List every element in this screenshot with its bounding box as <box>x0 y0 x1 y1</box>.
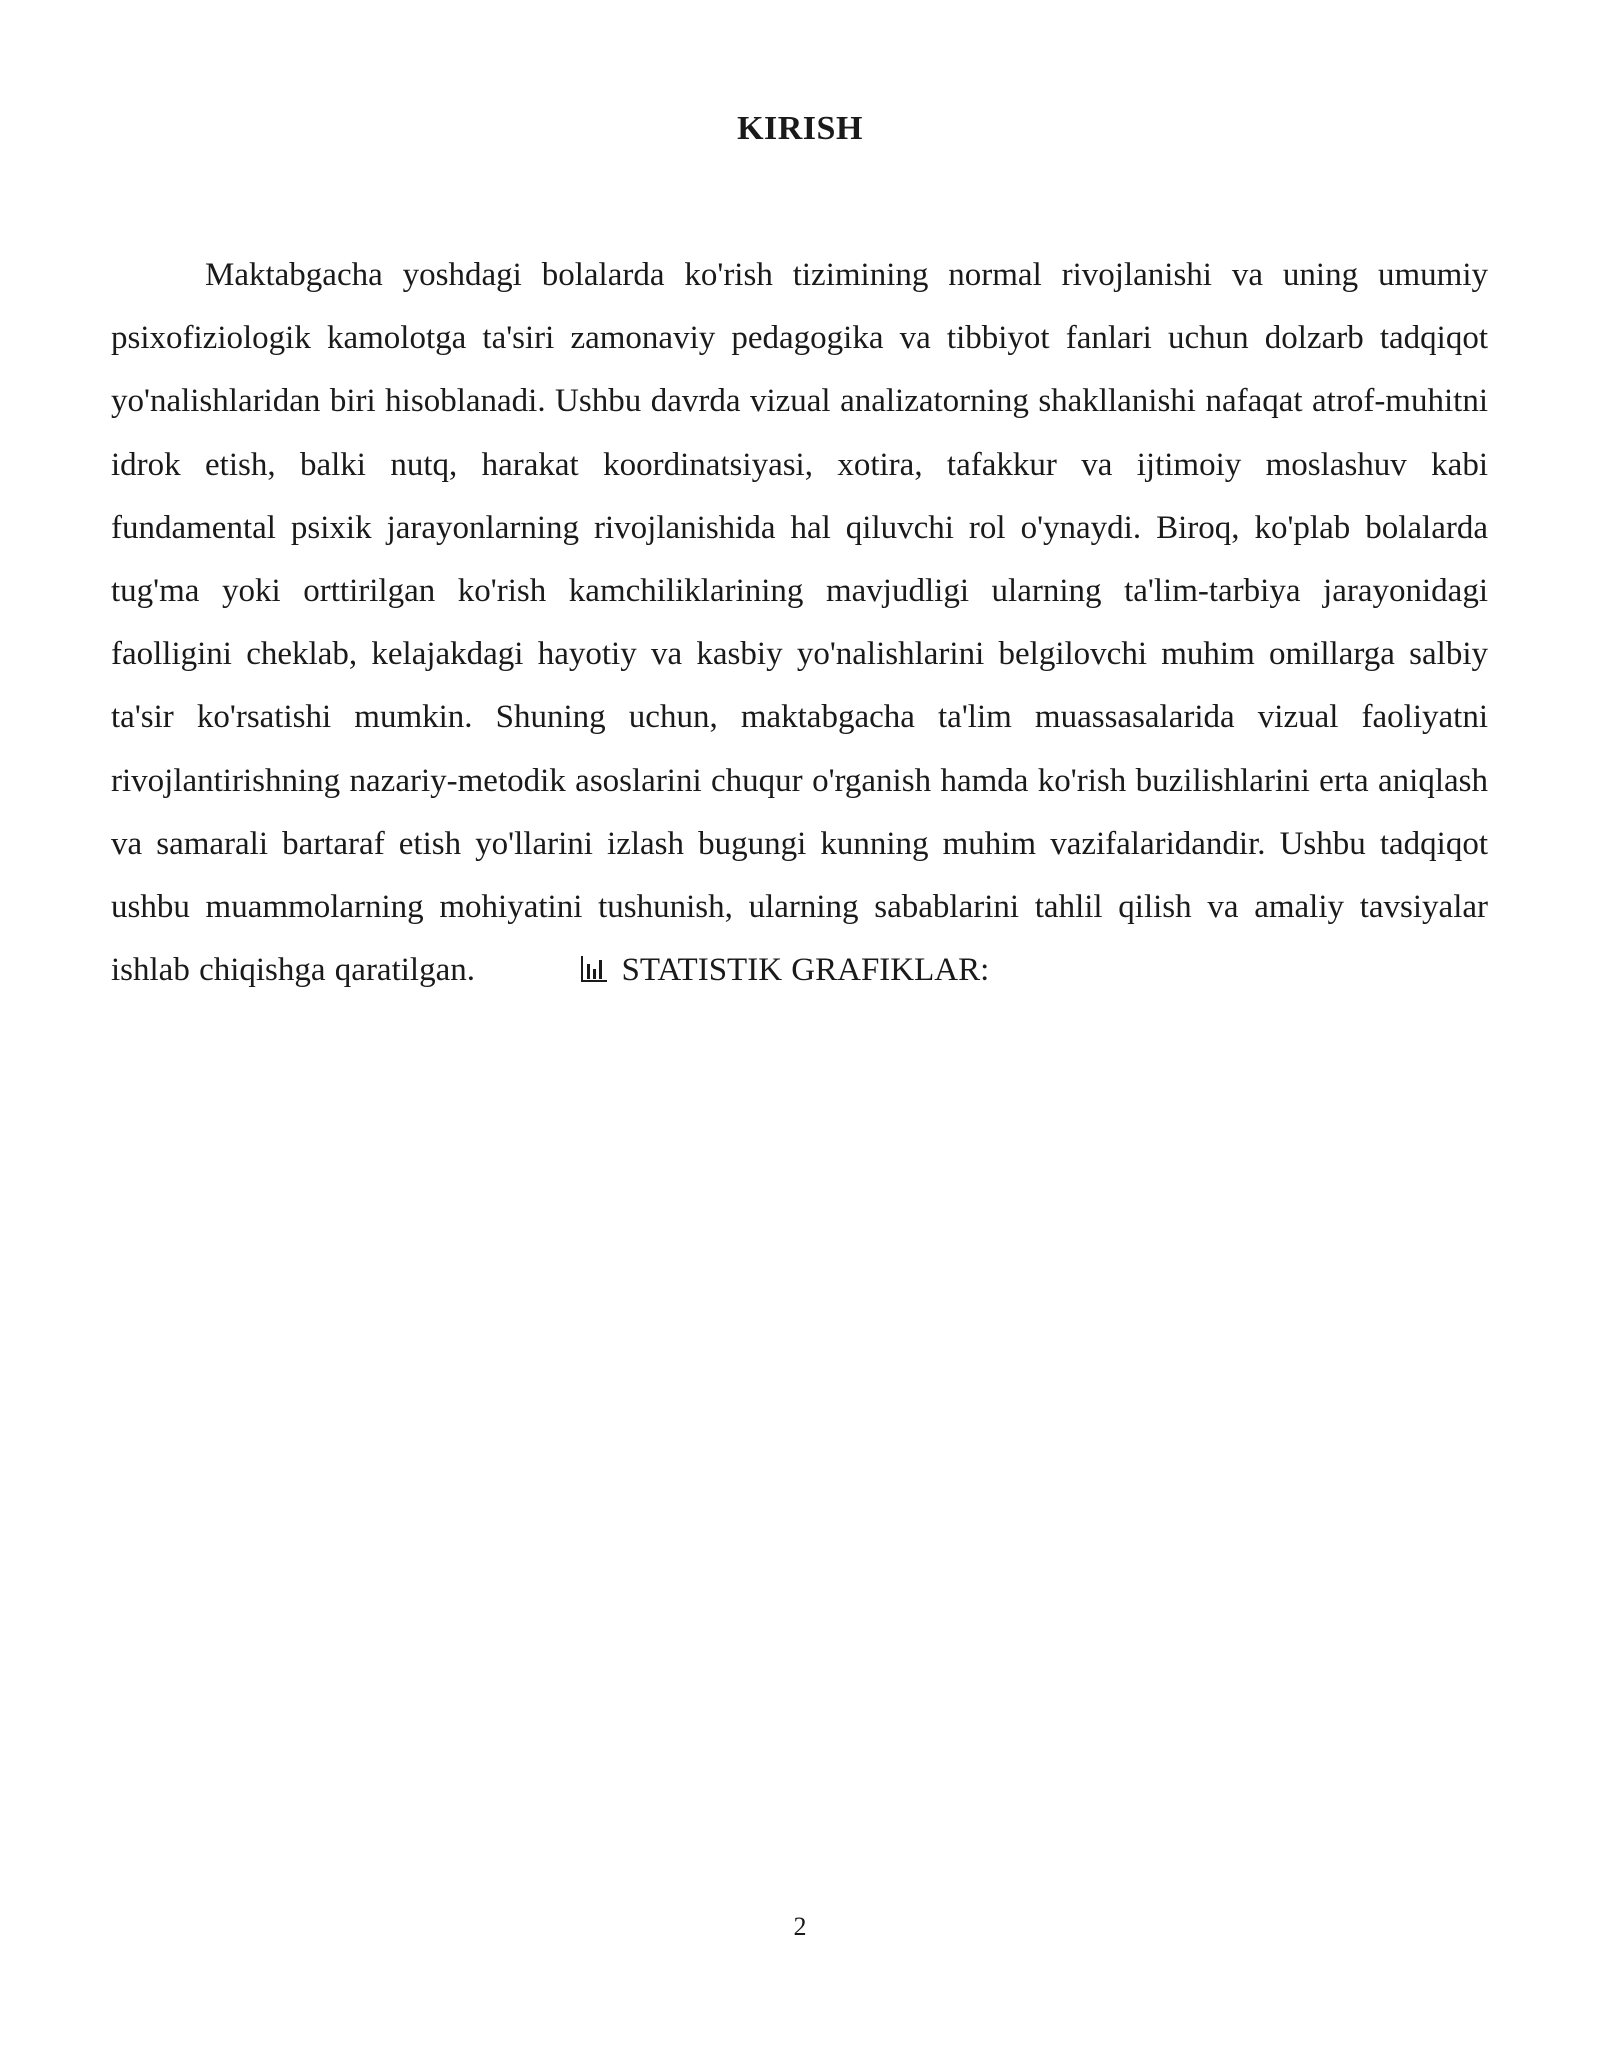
statistik-grafiklar-label: STATISTIK GRAFIKLAR: <box>621 952 990 989</box>
bar-chart-icon <box>486 941 608 1004</box>
paragraph-text: Maktabgacha yoshdagi bolalarda ko'rish tizimining normal rivojlanishi va uning umumiy psixofiziologik kamolotga ta'siri zamonaviy pedagogika va tibbiyot fanlari uchun dolzarb tadqiqot yo'nalishlaridan biri hisoblanadi. Ushbu davrda vizual analizatorning shakllanishi nafaqat atrof-muhitni idrok etish, balki nutq, harakat koordinatsiyasi, xotira, tafakkur va ijtimoiy moslashuv kabi fundamental psixik jarayonlarning rivojlanishida hal qiluvchi rol o'ynaydi. Biroq, ko'plab bolalarda tug'ma yoki orttirilgan ko'rish kamchiliklarining mavjudligi ularning ta'lim-tarbiya jarayonidagi faolligini cheklab, kelajakdagi hayotiy va kasbiy yo'nalishlarini belgilovchi muhim omillarga salbiy ta'sir ko'rsatishi mumkin. Shuning uchun, maktabgacha ta'lim muassasalarida vizual faoliyatni rivojlantirishning nazariy-metodik asoslarini chuqur o'rganish hamda ko'rish buzilishlarini erta aniqlash va samarali bartaraf etish yo'llarini izlash bugungi kunning muhim vazifalaridandir. Ushbu tadqiqot ushbu muammolarning mohiyatini tushunish, ularning sabablarini tahlil qilish va amaliy tavsiyalar ishlab chiqishga qaratilgan. <box>111 257 1488 989</box>
page-number: 2 <box>793 1912 807 1941</box>
page-title: KIRISH <box>737 110 863 147</box>
intro-paragraph <box>111 244 1488 1004</box>
